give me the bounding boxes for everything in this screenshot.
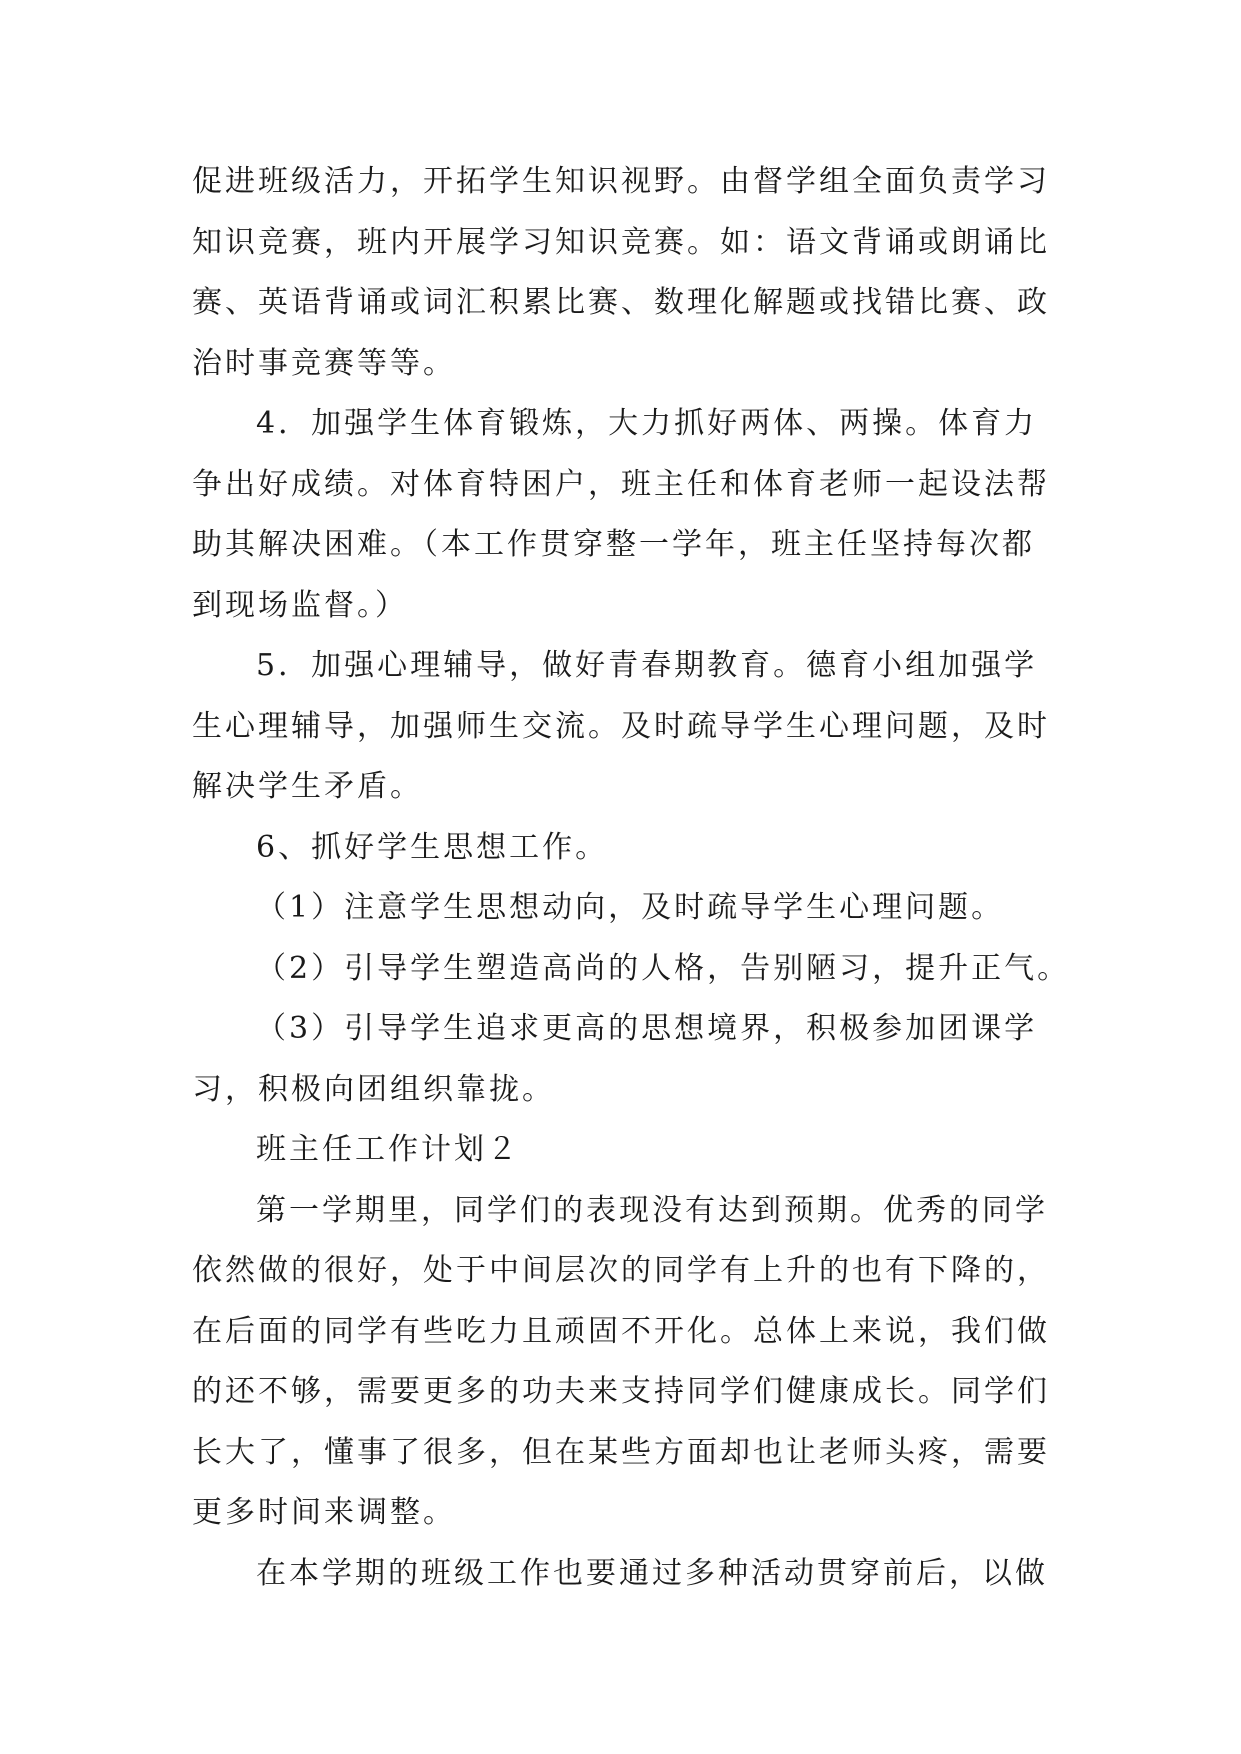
text-line: 更多时间来调整。 xyxy=(192,1495,456,1530)
text-line: 争出好成绩。对体育特困户，班主任和体育老师一起设法帮 xyxy=(192,466,1050,502)
section-heading: 班主任工作计划２ xyxy=(256,1132,520,1167)
text-line: 解决学生矛盾。 xyxy=(192,769,423,804)
list-item: （2）引导学生塑造高尚的人格，告别陋习，提升正气。 xyxy=(256,950,1071,986)
text-line: 依然做的很好，处于中间层次的同学有上升的也有下降的， xyxy=(192,1253,1050,1288)
text-line: 治时事竞赛等等。 xyxy=(192,345,456,381)
text-line: 的还不够，需要更多的功夫来支持同学们健康成长。同学们 xyxy=(192,1374,1050,1409)
list-item: （3）引导学生追求更高的思想境界，积极参加团课学 xyxy=(256,1011,1038,1046)
text-line: 助其解决困难。（本工作贯穿整一学年，班主任坚持每次都 xyxy=(192,527,1035,562)
text-line: 促进班级活力，开拓学生知识视野。由督学组全面负责学习 xyxy=(192,164,1050,199)
text-line: 生心理辅导，加强师生交流。及时疏导学生心理问题，及时 xyxy=(192,708,1050,744)
text-line: 在后面的同学有些吃力且顽固不开化。总体上来说，我们做 xyxy=(192,1313,1050,1349)
document-body xyxy=(192,152,1071,1604)
text-line: 知识竞赛，班内开展学习知识竞赛。如：语文背诵或朗诵比 xyxy=(192,224,1050,260)
text-line: 长大了，懂事了很多，但在某些方面却也让老师头疼，需要 xyxy=(192,1434,1050,1470)
paragraph-start: 4．加强学生体育锻炼，大力抓好两体、两操。体育力 xyxy=(256,406,1038,441)
paragraph-start: 6、抓好学生思想工作。 xyxy=(256,829,609,865)
text-line: 到现场监督。） xyxy=(192,587,408,623)
paragraph-start: 5．加强心理辅导，做好青春期教育。德育小组加强学 xyxy=(256,648,1038,683)
list-item: （1）注意学生思想动向，及时疏导学生心理问题。 xyxy=(256,890,1005,925)
paragraph-start: 第一学期里，同学们的表现没有达到预期。优秀的同学 xyxy=(256,1192,1048,1228)
text-line: 赛、英语背诵或词汇积累比赛、数理化解题或找错比赛、政 xyxy=(192,285,1050,320)
paragraph-start: 在本学期的班级工作也要通过多种活动贯穿前后，以做 xyxy=(256,1555,1048,1591)
text-line: 习，积极向团组织靠拢。 xyxy=(192,1071,555,1107)
